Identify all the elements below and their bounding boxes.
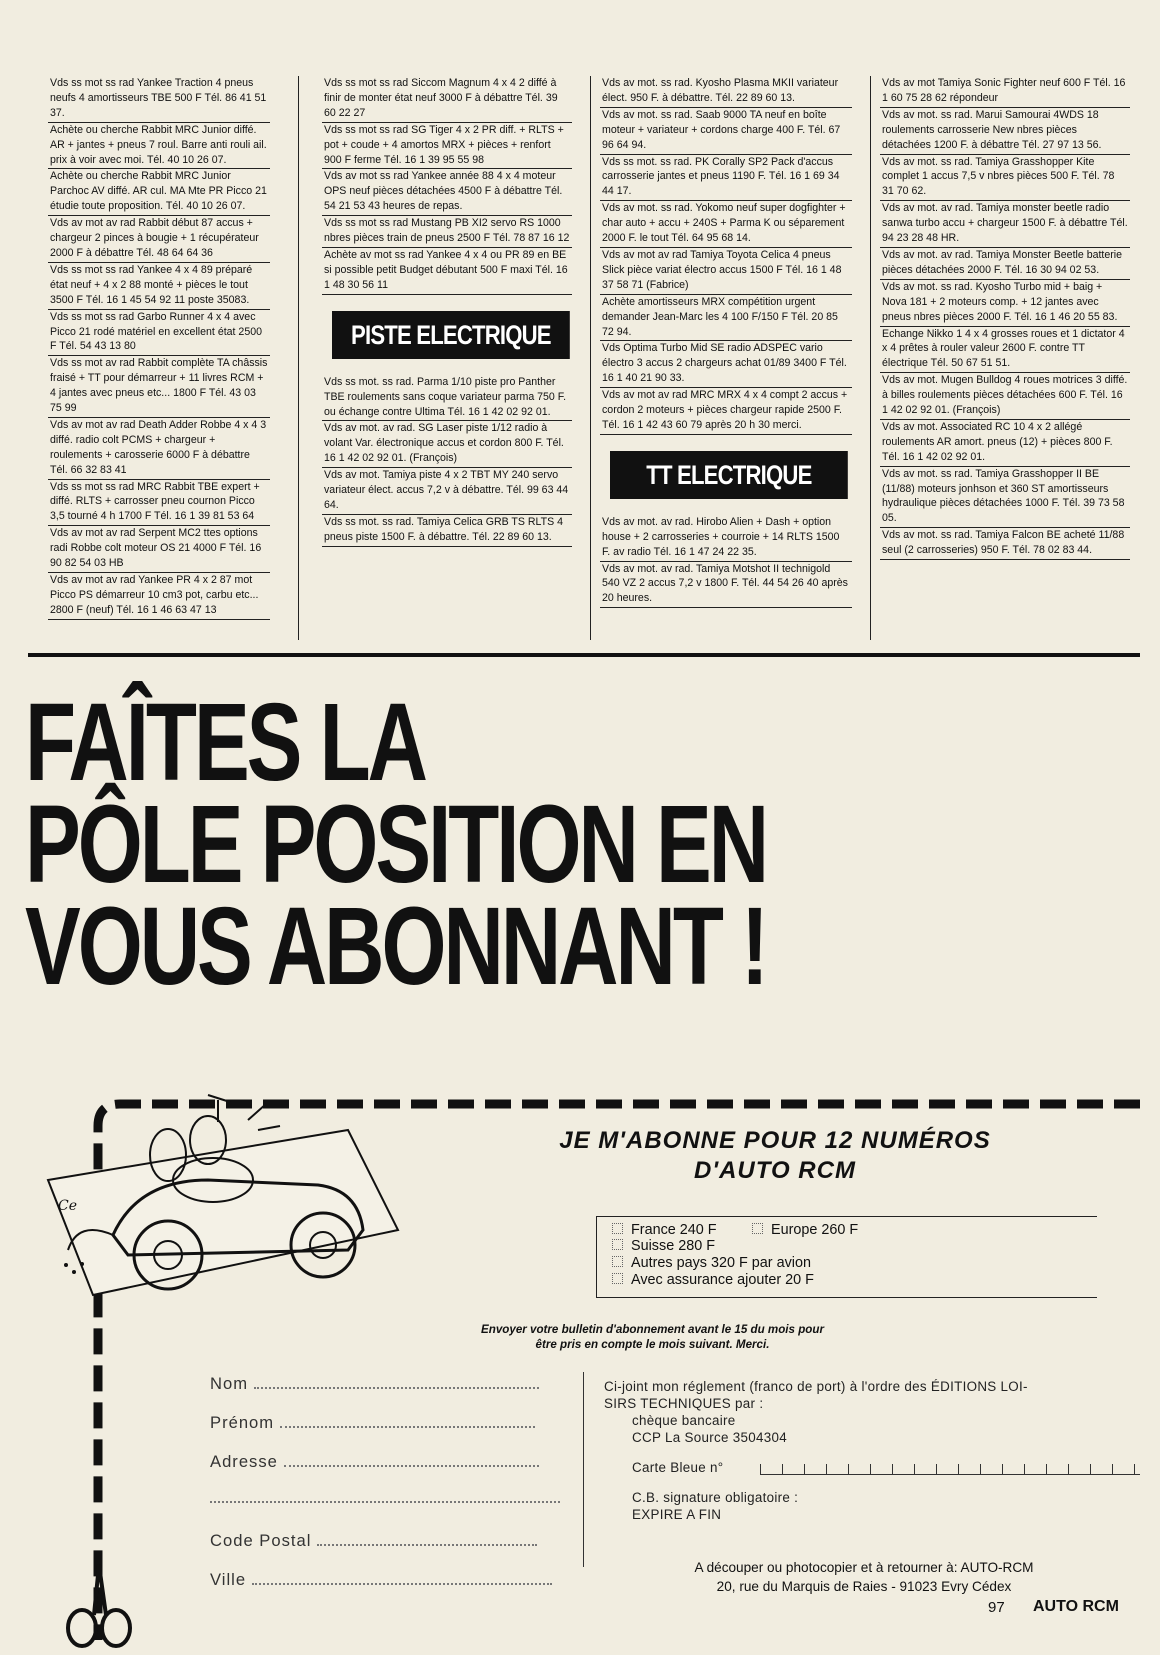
- classified-ad: Vds av mot av rad Yankee PR 4 x 2 87 mot Picco PS démarreur 10 cm3 pot, carbu etc... 2800 F (neuf) Tél. 16 1 46 63 47 13: [48, 573, 270, 620]
- adresse-field-continued[interactable]: [210, 1488, 560, 1508]
- classified-ad: Achète amortisseurs MRX compétition urgent demander Jean-Marc les 4 100 F/150 F Tél. 20 85 72 94.: [600, 295, 852, 342]
- price-option-france[interactable]: France 240 F: [612, 1222, 717, 1238]
- price-option-autres[interactable]: Autres pays 320 F par avion: [612, 1255, 811, 1271]
- classified-ad: Achète ou cherche Rabbit MRC Junior diffé. AR + jantes + pneus 7 roul. Barre anti rouli ail. prix à voir avec moi. Tél. 40 10 26 07.: [48, 123, 270, 170]
- price-option-assurance[interactable]: Avec assurance ajouter 20 F: [612, 1272, 814, 1288]
- classified-ad: Vds av mot av rad MRC MRX 4 x 4 compt 2 accus + cordon 2 moteurs + pièces chargeur rapide 2500 F. Tél. 16 1 42 43 60 79 après 20 h 30 merci.: [600, 388, 852, 435]
- classified-ad: Vds ss mot. ss rad. Tamiya Celica GRB TS RLTS 4 pneus piste 1500 F. à débattre. Tél. 22 89 60 13.: [322, 515, 572, 547]
- payment-cheque[interactable]: chèque bancaire: [632, 1413, 736, 1428]
- classified-ad: Vds ss mot ss rad Yankee Traction 4 pneus neufs 4 amortisseurs TBE 500 F Tél. 86 41 51 37.: [48, 76, 270, 123]
- classified-ad: Vds av mot. av rad. Tamiya Motshot II technigold 540 VZ 2 accus 7,2 v 1800 F. Tél. 44 54 26 40 après 20 heures.: [600, 562, 852, 609]
- subscribe-line: JE M'ABONNE POUR 12 NUMÉROS: [559, 1127, 991, 1154]
- classified-ad: Vds av mot ss rad Yankee année 88 4 x 4 moteur OPS neuf pièces détachées 4500 F à débattre Tél. 54 21 53 43 heures de repas.: [322, 169, 572, 216]
- checkbox-icon[interactable]: [612, 1256, 623, 1267]
- classified-ad: Vds ss mot av rad Rabbit complète TA châssis fraisé + TT pour démarreur + 11 livres RCM + 4 jantes avec pneus etc... 1800 F Tél. 43 03 75 99: [48, 356, 270, 418]
- checkbox-icon[interactable]: [612, 1239, 623, 1250]
- mouse-car-illustration: [18, 1060, 438, 1310]
- classified-ad: Vds av mot. Mugen Bulldog 4 roues motrices 3 diffé. à billes roulements pièces détachées 600 F. Tél. 16 1 42 02 92 01. (François): [880, 373, 1130, 420]
- classified-ad: Echange Nikko 1 4 x 4 grosses roues et 1 dictator 4 x 4 prêtes à rouler valeur 2600 F. contre TT électrique Tél. 50 67 51 51.: [880, 327, 1130, 374]
- classified-ad: Vds ss mot ss rad Garbo Runner 4 x 4 avec Picco 21 rodé matériel en excellent état 2500 F Tél. 54 43 13 80: [48, 310, 270, 357]
- magazine-name: AUTO RCM: [1033, 1598, 1119, 1615]
- nom-field[interactable]: Nom: [210, 1374, 539, 1394]
- payment-line-2: SIRS TECHNIQUES par :: [604, 1396, 764, 1411]
- classified-ad: Vds ss mot. ss rad. Parma 1/10 piste pro Panther TBE roulements sans coque variateur parma 750 F. ou échange contre Ultima Tél. 16 1 42 02 92 01.: [322, 375, 572, 422]
- signature-label: C.B. signature obligatoire :: [632, 1490, 799, 1505]
- classified-ad: Vds av mot. ss rad. Tamiya Grasshopper II BE (11/88) moteurs jonhson et 360 ST amortisseurs hydraulique pièces détachées 1000 F. Tél. 39 73 58 05.: [880, 467, 1130, 529]
- checkbox-icon[interactable]: [752, 1223, 763, 1234]
- checkbox-icon[interactable]: [612, 1273, 623, 1284]
- price-option-europe[interactable]: Europe 260 F: [752, 1222, 858, 1238]
- classified-ad: Vds av mot. av rad. SG Laser piste 1/12 radio à volant Var. électronique accus et cordon 800 F. Tél. 16 1 42 02 92 01. (François): [322, 421, 572, 468]
- return-address: A découper ou photocopier et à retourner à: AUTO-RCM 20, rue du Marquis de Raies - 91023 Evry Cédex: [694, 1560, 1034, 1594]
- page-number: 97: [988, 1599, 1005, 1616]
- classified-ad: Vds av mot. Tamiya piste 4 x 2 TBT MY 240 servo variateur élect. accus 7,2 v à débattre. Tél. 99 63 44 64.: [322, 468, 572, 515]
- checkbox-icon[interactable]: [612, 1223, 623, 1234]
- classified-ad: Vds av mot. ss rad. Tamiya Grasshopper Kite complet 1 accus 7,5 v nbres pièces 500 F. Tél. 78 31 70 62.: [880, 155, 1130, 202]
- classified-ad: Vds av mot. ss rad. Saab 9000 TA neuf en boîte moteur + variateur + cordons charge 400 F. Tél. 67 96 64 94.: [600, 108, 852, 155]
- section-header: PISTE ELECTRIQUE: [332, 311, 570, 359]
- payment-line-1: Ci-joint mon réglement (franco de port) à l'ordre des ÉDITIONS LOI-: [604, 1379, 1028, 1394]
- classified-ad: Vds av mot av rad Tamiya Toyota Celica 4 pneus Slick pièce variat électro accus 1500 F Tél. 16 1 48 37 58 71 (Fabrice): [600, 248, 852, 295]
- classified-ad: Vds av mot. Associated RC 10 4 x 2 allégé roulements AR amort. pneus (12) + pièces 800 F. Tél. 16 1 42 02 92 01.: [880, 420, 1130, 467]
- drawing-caption: Ce: [58, 1198, 77, 1214]
- subscribe-line: D'AUTO RCM: [694, 1157, 856, 1184]
- prenom-field[interactable]: Prénom: [210, 1413, 535, 1433]
- classified-ad: Vds av mot. av rad. Tamiya Monster Beetle batterie pièces détachées 2000 F. Tél. 16 30 94 02 53.: [880, 248, 1130, 280]
- classified-ad: Achète ou cherche Rabbit MRC Junior Parchoc AV diffé. AR cul. MA Mte PR Picco 21 étudie toute proposition. Tél. 40 10 26 07.: [48, 169, 270, 216]
- carte-bleue-number-field[interactable]: [760, 1462, 1140, 1475]
- classified-ad: Vds av mot. av rad. Hirobo Alien + Dash + option house + 2 carrosseries + courroie + 14 RLTS 1500 F. av radio Tél. 16 1 47 24 22 35.: [600, 515, 852, 562]
- headline-line: PÔLE POSITION EN: [25, 783, 767, 906]
- form-divider: [583, 1372, 584, 1567]
- classified-ad: Vds Optima Turbo Mid SE radio ADSPEC vario électro 3 accus 2 chargeurs achat 01/89 3400 F Tél. 16 1 40 21 90 33.: [600, 341, 852, 388]
- classified-ad: Vds av mot. ss rad. Tamiya Falcon BE acheté 11/88 seul (2 carrosseries) 950 F. Tél. 78 02 83 44.: [880, 528, 1130, 560]
- classified-ad: Achète av mot ss rad Yankee 4 x 4 ou PR 89 en BE si possible petit Budget débutant 500 F maxi Tél. 16 1 48 30 56 11: [322, 248, 572, 295]
- classified-ad: Vds av mot Tamiya Sonic Fighter neuf 600 F Tél. 16 1 60 75 28 62 répondeur: [880, 76, 1130, 108]
- code-postal-field[interactable]: Code Postal: [210, 1531, 537, 1551]
- classified-ad: Vds av mot av rad Serpent MC2 ttes options radi Robbe colt moteur OS 21 4000 F Tél. 16 90 82 54 03 HB: [48, 526, 270, 573]
- classified-ad: Vds av mot av rad Death Adder Robbe 4 x 4 3 diffé. radio colt PCMS + chargeur + roulements + carosserie 6000 F à débattre Tél. 66 32 83 41: [48, 418, 270, 480]
- ville-field[interactable]: Ville: [210, 1570, 552, 1590]
- classified-ad: Vds av mot. ss rad. Marui Samourai 4WDS 18 roulements carrosserie New nbres pièces détachées 1200 F. à débattre Tél. 27 97 13 56.: [880, 108, 1130, 155]
- classified-ad: Vds av mot. ss rad. Yokomo neuf super dogfighter + char auto + accu + 240S + Parma K ou séparement 2000 F. le tout Tél. 64 95 68 14.: [600, 201, 852, 248]
- classified-ad: Vds ss mot ss rad SG Tiger 4 x 2 PR diff. + RLTS + pot + coude + 4 amortos MRX + pièces + renfort 900 F ferme Tél. 16 1 39 95 55 98: [322, 123, 572, 170]
- price-option-suisse[interactable]: Suisse 280 F: [612, 1238, 715, 1254]
- classified-ad: Vds av mot. ss rad. Kyosho Plasma MKII variateur élect. 950 F. à débattre. Tél. 22 89 60 13.: [600, 76, 852, 108]
- classified-ad: Vds av mot av rad Rabbit début 87 accus + chargeur 2 pinces à bougie + 1 récupérateur 2000 F à débattre Tél. 48 64 64 36: [48, 216, 270, 263]
- classified-ad: Vds ss mot ss rad Siccom Magnum 4 x 4 2 diffé à finir de monter état neuf 3000 F à débattre Tél. 39 60 22 27: [322, 76, 572, 123]
- subscribe-heading: [455, 1126, 1095, 1186]
- section-header: TT ELECTRIQUE: [610, 451, 848, 499]
- classified-ad: Vds av mot. av rad. Tamiya monster beetle radio sanwa turbo accu + chargeur 1500 F. à débattre Tél. 94 23 28 48 HR.: [880, 201, 1130, 248]
- classified-ad: Vds ss mot ss rad Yankee 4 x 4 89 préparé état neuf + 4 x 2 88 monté + pièces le tout 3500 F Tél. 16 1 45 54 92 11 poste 35083.: [48, 263, 270, 310]
- classified-ad: Vds ss mot ss rad Mustang PB XI2 servo RS 1000 nbres pièces train de pneus 2500 F Tél. 78 87 16 12: [322, 216, 572, 248]
- headline-line: VOUS ABONNANT !: [25, 885, 766, 1008]
- classified-ad: Vds av mot. ss rad. Kyosho Turbo mid + baig + Nova 181 + 2 moteurs comp. + 12 jantes avec pneus nbres pièces 2000 F. Tél. 16 1 46 20 55 83.: [880, 280, 1130, 327]
- payment-ccp[interactable]: CCP La Source 3504304: [632, 1430, 787, 1445]
- send-note: Envoyer votre bulletin d'abonnement avant le 15 du mois pour être pris en compte le mois suivant. Merci.: [481, 1323, 824, 1351]
- carte-bleue-label: Carte Bleue n°: [632, 1460, 724, 1475]
- adresse-field[interactable]: Adresse: [210, 1452, 539, 1472]
- expire-label[interactable]: EXPIRE A FIN: [632, 1507, 722, 1522]
- headline-line: FAÎTES LA: [25, 681, 425, 804]
- classified-ad: Vds ss mot. ss rad. PK Corally SP2 Pack d'accus carrosserie jantes et pneus 1190 F. Tél. 16 1 69 34 44 17.: [600, 155, 852, 202]
- classified-ad: Vds ss mot ss rad MRC Rabbit TBE expert + diffé. RLTS + carrosser pneu cournon Picco 3,5 tourné 4 h 1700 F Tél. 16 1 39 81 53 64: [48, 480, 270, 527]
- scissors-icon: [54, 1560, 144, 1650]
